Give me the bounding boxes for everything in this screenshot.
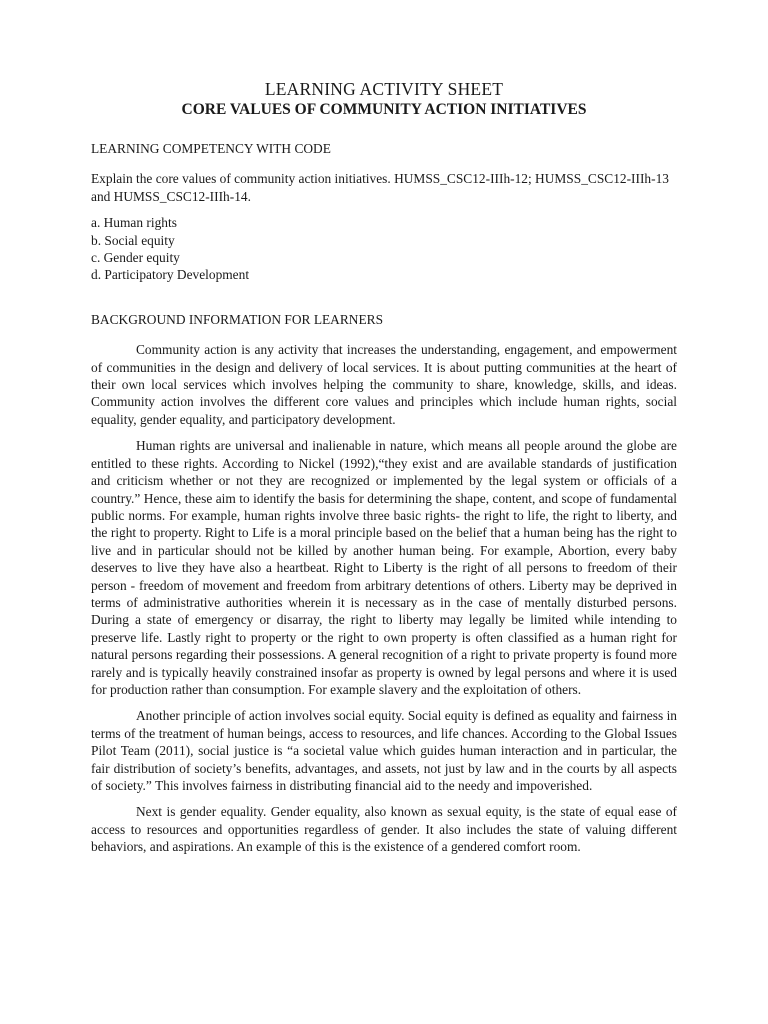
core-values-list <box>91 214 677 284</box>
list-item: a. Human rights <box>91 215 177 231</box>
competency-heading: LEARNING COMPETENCY WITH CODE <box>91 141 331 156</box>
list-item: c. Gender equity <box>91 250 180 266</box>
background-section <box>91 311 677 856</box>
document-subtitle: CORE VALUES OF COMMUNITY ACTION INITIATIVES <box>181 101 587 118</box>
competency-text: Explain the core values of community action initiatives. HUMSS_CSC12-IIIh-12; HUMSS_CSC12-IIIh-13 and HUMSS_CSC12-IIIh-14. <box>91 171 669 204</box>
list-item: d. Participatory Development <box>91 267 250 283</box>
paragraph-gender-equality: Next is gender equality. Gender equality, also known as sexual equity, is the state of equal ease of access to resources and opportunities regardless of gender. It also includes the state of valuing different behaviors, and aspirations. An example of this is the existence of a gendered comfort room. <box>91 804 677 855</box>
background-heading: BACKGROUND INFORMATION FOR LEARNERS <box>91 311 384 327</box>
list-item: b. Social equity <box>91 232 175 248</box>
competency-section <box>91 140 677 284</box>
paragraph-human-rights: Human rights are universal and inalienable in nature, which means all people around the globe are entitled to these rights. According to Nickel (1992),“they exist and are available standards of justification and criticism whether or not they are recognized or implemented by the legal system or officials of a country.” Hence, these aim to identify the basis for determining the shape, content, and scope of fundamental public norms. For example, human rights involve three basic rights- the right to life, the right to liberty, and the right to property. Right to Life is a moral principle based on the belief that a human being has the right to live and in particular should not be killed by another human being. For example, Abortion, every baby deserves to live they have also a heartbeat. Right to Liberty is the right of all persons to freedom of their person - freedom of movement and freedom from arbitrary detentions of others. Liberty may be deprived in terms of administrative authorities wherein it is necessary as in the case of mentally disturbed persons. During a state of emergency or disarray, the right to liberty may legally be limited while intending to preserve life. Lastly right to property or the right to own property is often classified as a human right for natural persons regarding their possessions. A general recognition of a right to private property is found more rarely and is typically heavily constrained insofar as property is owned by legal persons and where it is used for production rather than consumption. For example slavery and the exploitation of others. <box>91 438 677 697</box>
document-title: LEARNING ACTIVITY SHEET <box>264 79 504 99</box>
document-page <box>91 78 677 865</box>
paragraph-community-action: Community action is any activity that increases the understanding, engagement, and empowerment of communities in the design and delivery of local services. It is about putting communities at the heart of their own local services which involves helping the community to share, knowledge, skills, and ideas. Community action involves the different core values and principles which include human rights, social equality, gender equality, and participatory development. <box>91 342 677 427</box>
paragraph-social-equity: Another principle of action involves social equity. Social equity is defined as equality and fairness in terms of the treatment of human beings, access to resources, and life chances. According to the Global Issues Pilot Team (2011), social justice is “a societal value which guides human interaction and in particular, the fair distribution of society’s benefits, advantages, and assets, not just by law and in the courts by all aspects of society.” This involves fairness in distributing financial aid to the needy and impoverished. <box>91 708 677 793</box>
